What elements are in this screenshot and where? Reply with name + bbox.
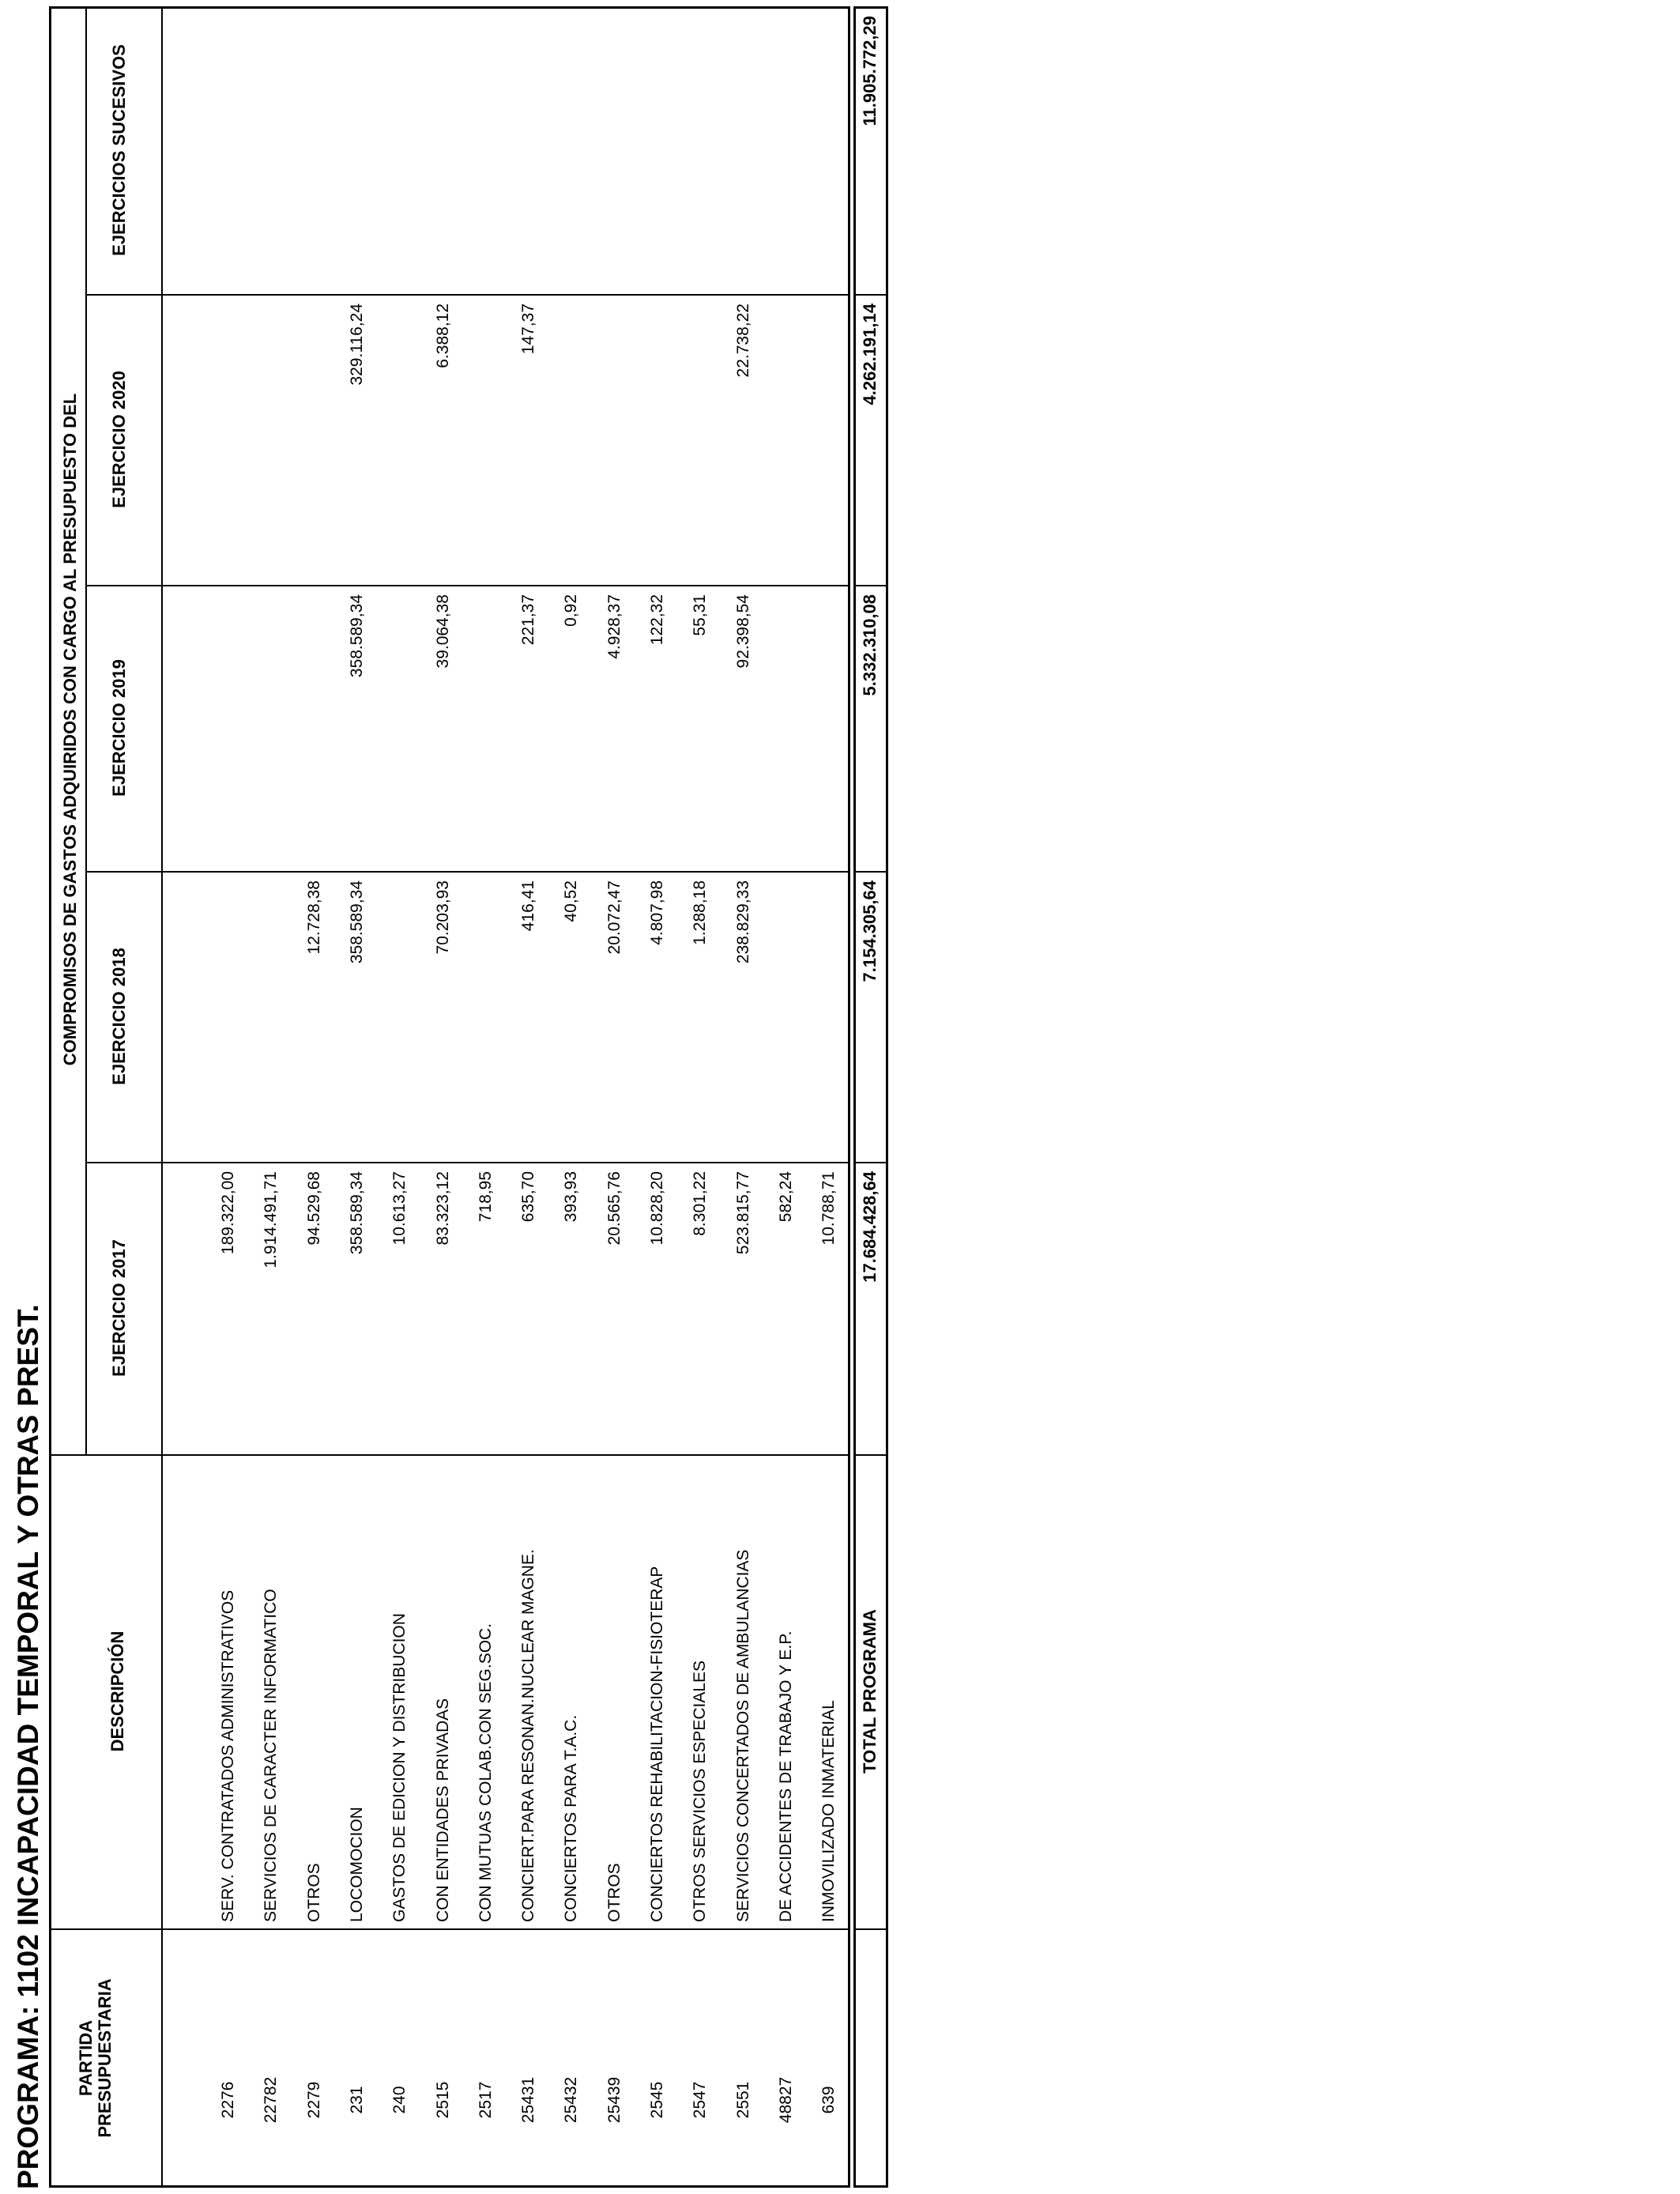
row-descripcion: CON ENTIDADES PRIVADAS — [433, 1698, 452, 1922]
row-partida: 2551 — [733, 2081, 752, 2119]
header-e2018: EJERCICIO 2018 — [109, 948, 129, 1085]
column-divider — [49, 1454, 850, 1456]
row-value-e2017: 20.565,76 — [605, 1171, 623, 1246]
header-e2020: EJERCICIO 2020 — [109, 371, 129, 508]
row-descripcion: LOCOMOCION — [347, 1807, 366, 1922]
row-descripcion: CON MUTUAS COLAB.CON SEG.SOC. — [476, 1623, 495, 1922]
row-value-e2019: 55,31 — [691, 594, 710, 636]
row-descripcion: OTROS — [605, 1863, 623, 1922]
row-value-e2020: 147,37 — [519, 303, 538, 355]
row-value-e2018: 416,41 — [519, 880, 538, 932]
row-value-e2017: 10.828,20 — [648, 1171, 666, 1246]
row-value-e2019: 358.589,34 — [347, 594, 366, 678]
row-partida: 2279 — [304, 2081, 323, 2119]
row-descripcion: INMOVILIZADO INMATERIAL — [819, 1700, 838, 1922]
header-group: COMPROMISOS DE GASTOS ADQUIRIDOS CON CARGO AL PRESUPUESTO DEL — [60, 393, 80, 1066]
total-value-e2017: 17.684.428,64 — [860, 1171, 880, 1283]
column-divider — [853, 1928, 888, 1930]
row-value-e2018: 12.728,38 — [304, 880, 323, 955]
row-value-e2019: 221,37 — [519, 594, 538, 646]
total-value-e2020: 4.262.191,14 — [860, 303, 880, 405]
total-value-e2019: 5.332.310,08 — [860, 594, 880, 696]
row-value-e2017: 83.323,12 — [433, 1171, 452, 1246]
row-value-e2019: 4.928,37 — [605, 594, 623, 659]
row-descripcion: SERVICIOS DE CARACTER INFORMATICO — [262, 1589, 281, 1922]
total-value-sucesivos: 11.905.772,29 — [860, 16, 880, 126]
header-e2019: EJERCICIO 2019 — [109, 659, 129, 797]
row-partida: 2276 — [219, 2081, 237, 2119]
column-divider — [85, 871, 850, 873]
header-sucesivos: EJERCICIOS SUCESIVOS — [109, 44, 129, 256]
row-value-e2017: 94.529,68 — [304, 1171, 323, 1246]
row-descripcion: GASTOS DE EDICION Y DISTRIBUCION — [390, 1613, 409, 1922]
row-value-e2017: 10.788,71 — [819, 1171, 838, 1246]
row-value-e2017: 582,24 — [776, 1171, 795, 1223]
row-value-e2017: 523.815,77 — [733, 1171, 752, 1255]
row-value-e2017: 8.301,22 — [691, 1171, 710, 1236]
row-value-e2017: 393,93 — [562, 1171, 581, 1223]
row-partida: 240 — [390, 2086, 409, 2114]
header-partida-1: PARTIDA — [76, 2019, 96, 2097]
row-value-e2017: 635,70 — [519, 1171, 538, 1223]
row-value-e2017: 718,95 — [476, 1171, 495, 1223]
row-value-e2019: 0,92 — [562, 594, 581, 627]
row-value-e2017: 10.613,27 — [390, 1171, 409, 1246]
column-divider — [49, 1928, 850, 1930]
row-partida: 25431 — [519, 2076, 538, 2124]
header-e2017: EJERCICIO 2017 — [109, 1239, 129, 1377]
row-value-e2017: 1.914.491,71 — [262, 1171, 281, 1269]
column-divider — [85, 585, 850, 586]
row-value-e2018: 4.807,98 — [648, 880, 666, 945]
row-partida: 231 — [347, 2086, 366, 2114]
row-partida: 2515 — [433, 2081, 452, 2119]
row-value-e2018: 358.589,34 — [347, 880, 366, 964]
column-divider — [853, 1162, 888, 1163]
row-descripcion: CONCIERTOS REHABILITACION-FISIOTERAP — [648, 1566, 666, 1922]
total-value-e2018: 7.154.305,64 — [860, 880, 880, 982]
column-divider — [853, 585, 888, 586]
row-partida: 2517 — [476, 2081, 495, 2119]
row-partida: 2545 — [648, 2081, 666, 2119]
row-partida: 48827 — [776, 2076, 795, 2124]
column-divider — [853, 871, 888, 873]
column-divider — [85, 1162, 850, 1163]
row-value-e2019: 39.064,38 — [433, 594, 452, 669]
row-partida: 2547 — [691, 2081, 710, 2119]
column-divider — [853, 294, 888, 296]
row-value-e2020: 329.116,24 — [347, 303, 366, 386]
row-value-e2018: 20.072,47 — [605, 880, 623, 955]
row-partida: 22782 — [262, 2076, 281, 2124]
row-partida: 25432 — [562, 2076, 581, 2124]
row-value-e2018: 238.829,33 — [733, 880, 752, 964]
row-descripcion: CONCIERTOS PARA T.A.C. — [562, 1714, 581, 1922]
row-value-e2017: 189.322,00 — [219, 1171, 237, 1255]
header-rule — [161, 6, 163, 2188]
header-rule — [85, 6, 87, 1454]
row-value-e2017: 358.589,34 — [347, 1171, 366, 1255]
row-value-e2019: 122,32 — [648, 594, 666, 646]
row-value-e2020: 6.388,12 — [433, 303, 452, 368]
row-descripcion: SERV. CONTRATADOS ADMINISTRATIVOS — [219, 1589, 237, 1922]
row-descripcion: DE ACCIDENTES DE TRABAJO Y E.P. — [776, 1630, 795, 1922]
row-value-e2019: 92.398,54 — [733, 594, 752, 669]
row-value-e2020: 22.738,22 — [733, 303, 752, 378]
row-descripcion: SERVICIOS CONCERTADOS DE AMBULANCIAS — [733, 1549, 752, 1922]
header-descripcion: DESCRIPCIÓN — [107, 1630, 127, 1752]
total-label: TOTAL PROGRAMA — [860, 1609, 880, 1774]
program-title: PROGRAMA: 1102 INCAPACIDAD TEMPORAL Y OTRAS PREST. — [12, 1304, 44, 2189]
row-descripcion: CONCIERT.PARA RESONAN.NUCLEAR MAGNE. — [519, 1549, 538, 1922]
row-descripcion: OTROS — [304, 1863, 323, 1922]
row-partida: 25439 — [605, 2076, 623, 2124]
row-value-e2018: 1.288,18 — [691, 880, 710, 945]
row-value-e2018: 40,52 — [562, 880, 581, 922]
header-partida-2: PRESUPUESTARIA — [95, 1978, 115, 2138]
row-value-e2018: 70.203,93 — [433, 880, 452, 955]
column-divider — [85, 294, 850, 296]
row-partida: 639 — [819, 2086, 838, 2114]
row-descripcion: OTROS SERVICIOS ESPECIALES — [691, 1660, 710, 1922]
